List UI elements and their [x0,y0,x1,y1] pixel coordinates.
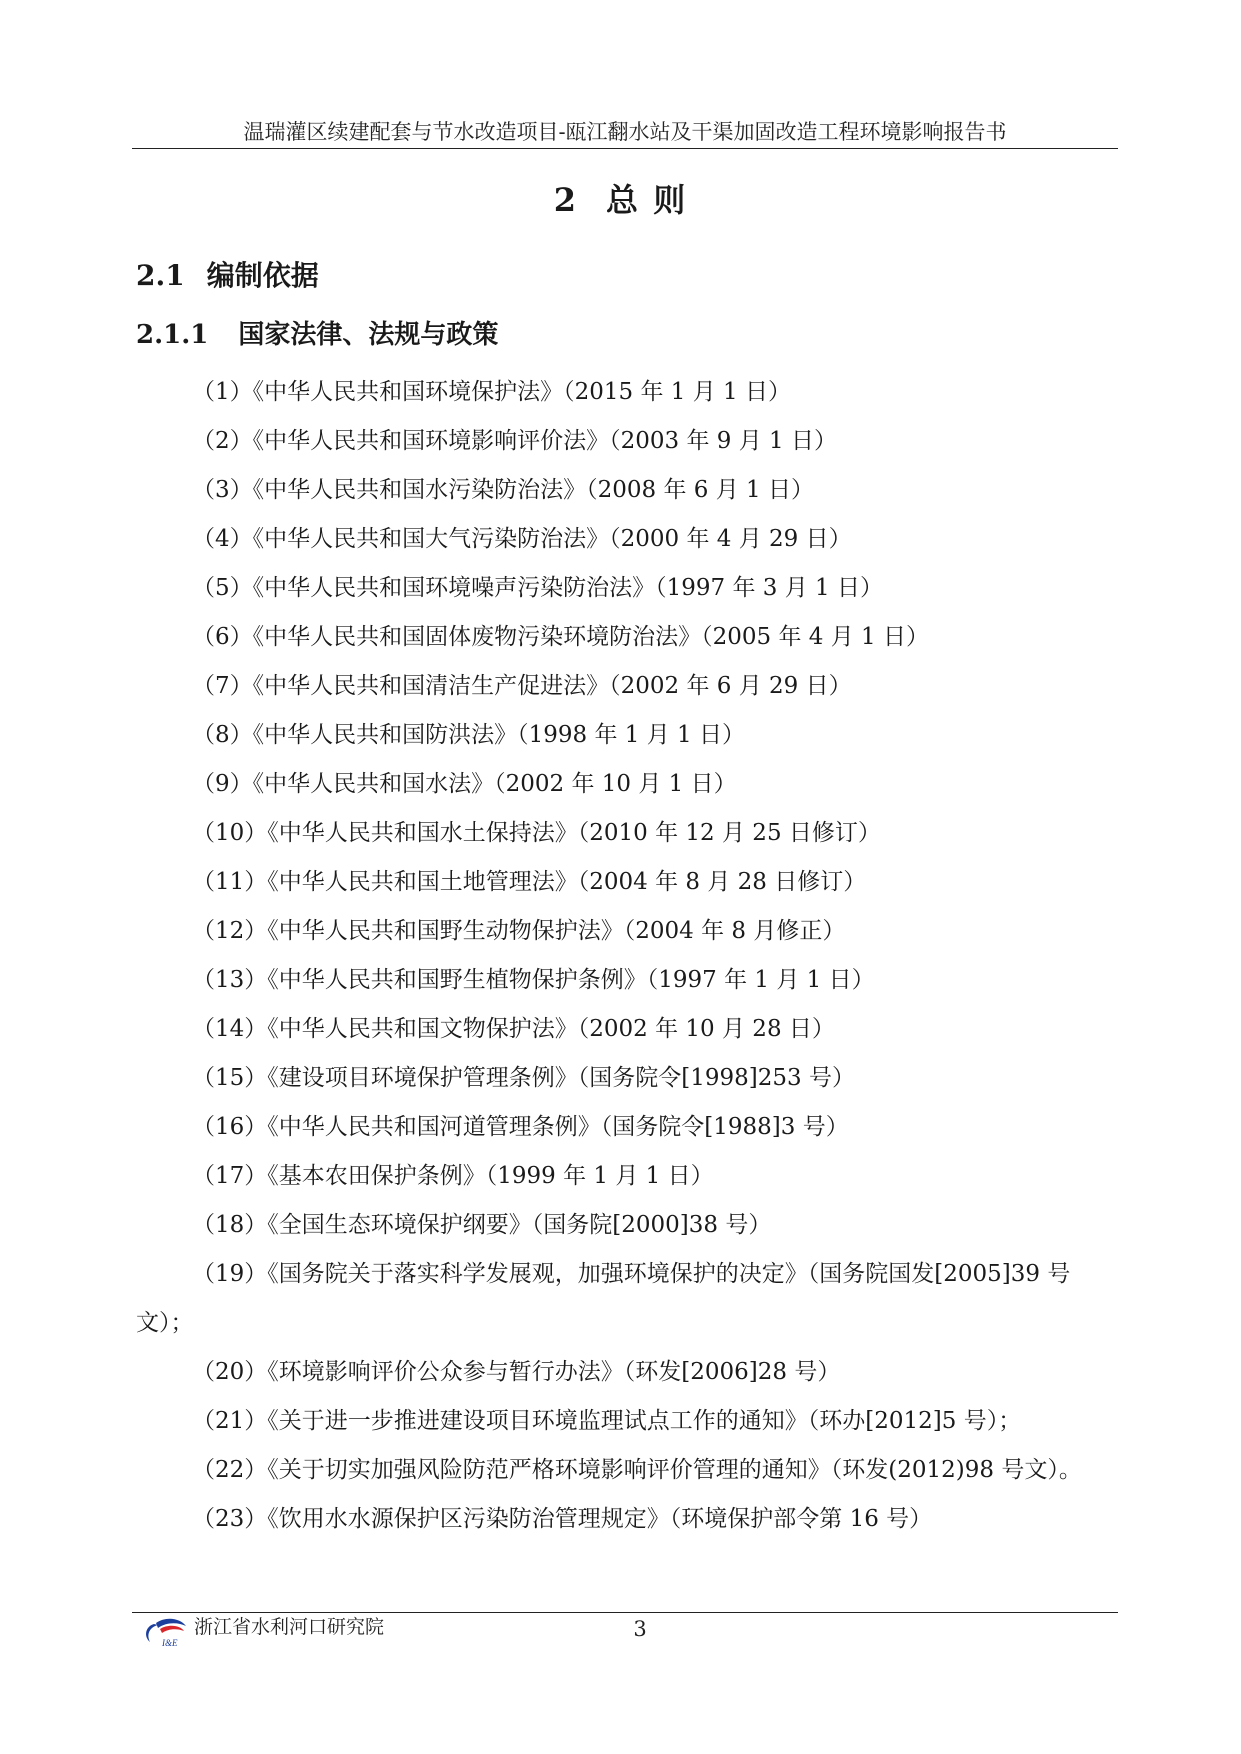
logo-swoosh-red [160,1626,184,1633]
law-item: （8）《中华人民共和国防洪法》（1998 年 1 月 1 日） [192,722,745,748]
header-divider [132,148,1118,149]
law-item: （9）《中华人民共和国水法》（2002 年 10 月 1 日） [192,771,737,797]
law-item: （20）《环境影响评价公众参与暂行办法》（环发[2006]28 号） [192,1359,841,1385]
law-item: （15）《建设项目环境保护管理条例》（国务院令[1998]253 号） [192,1065,855,1091]
section-number: 2.1 [136,259,185,292]
law-list [136,368,1126,1544]
law-item: （7）《中华人民共和国清洁生产促进法》（2002 年 6 月 29 日） [192,673,852,699]
law-item: （11）《中华人民共和国土地管理法》（2004 年 8 月 28 日修订） [192,869,867,895]
law-item: （4）《中华人民共和国大气污染防治法》（2000 年 4 月 29 日） [192,526,852,552]
law-item: （23）《饮用水水源保护区污染防治管理规定》（环境保护部令第 16 号） [192,1506,933,1532]
logo-swoosh-blue [146,1624,158,1642]
law-item: （12）《中华人民共和国野生动物保护法》（2004 年 8 月修正） [192,918,846,944]
section-title: 编制依据 [206,259,319,292]
chapter-heading [0,178,1241,222]
subsection-title: 国家法律、法规与政策 [238,320,499,350]
law-item: （17）《基本农田保护条例》（1999 年 1 月 1 日） [192,1163,714,1189]
law-item: （14）《中华人民共和国文物保护法》（2002 年 10 月 28 日） [192,1016,835,1042]
footer-divider [132,1612,1118,1613]
law-item: （18）《全国生态环境保护纲要》（国务院[2000]38 号） [192,1212,772,1238]
law-item: （22）《关于切实加强风险防范严格环境影响评价管理的通知》（环发(2012)98 号文）。 [192,1457,1082,1483]
institute-logo-icon [140,1614,190,1648]
law-item: （16）《中华人民共和国河道管理条例》（国务院令[1988]3 号） [192,1114,849,1140]
chapter-number: 2 [553,181,579,219]
law-item: （21）《关于进一步推进建设项目环境监理试点工作的通知》（环办[2012]5 号）； [192,1408,1022,1434]
law-item: （2）《中华人民共和国环境影响评价法》（2003 年 9 月 1 日） [192,428,837,454]
logo-text: I&E [162,1638,178,1648]
law-item: （1）《中华人民共和国环境保护法》（2015 年 1 月 1 日） [192,379,791,405]
law-item: （13）《中华人民共和国野生植物保护条例》（1997 年 1 月 1 日） [192,967,875,993]
law-item: （5）《中华人民共和国环境噪声污染防治法》（1997 年 3 月 1 日） [192,575,883,601]
subsection-heading [136,316,498,354]
page-number: 3 [633,1617,647,1641]
section-heading [136,256,319,296]
chapter-title: 总 则 [606,181,688,219]
law-item: （6）《中华人民共和国固体废物污染环境防治法》（2005 年 4 月 1 日） [192,624,929,650]
subsection-number: 2.1.1 [136,320,209,350]
law-item: （19）《国务院关于落实科学发展观，加强环境保护的决定》（国务院国发[2005]39 号文）； [136,1261,1071,1336]
law-item: （3）《中华人民共和国水污染防治法》（2008 年 6 月 1 日） [192,477,814,503]
running-header-title: 温瑞灌区续建配套与节水改造项目-瓯江翻水站及干渠加固改造工程环境影响报告书 [243,120,1007,144]
law-item: （10）《中华人民共和国水土保持法》（2010 年 12 月 25 日修订） [192,820,881,846]
footer-organization: 浙江省水利河口研究院 [194,1616,385,1638]
